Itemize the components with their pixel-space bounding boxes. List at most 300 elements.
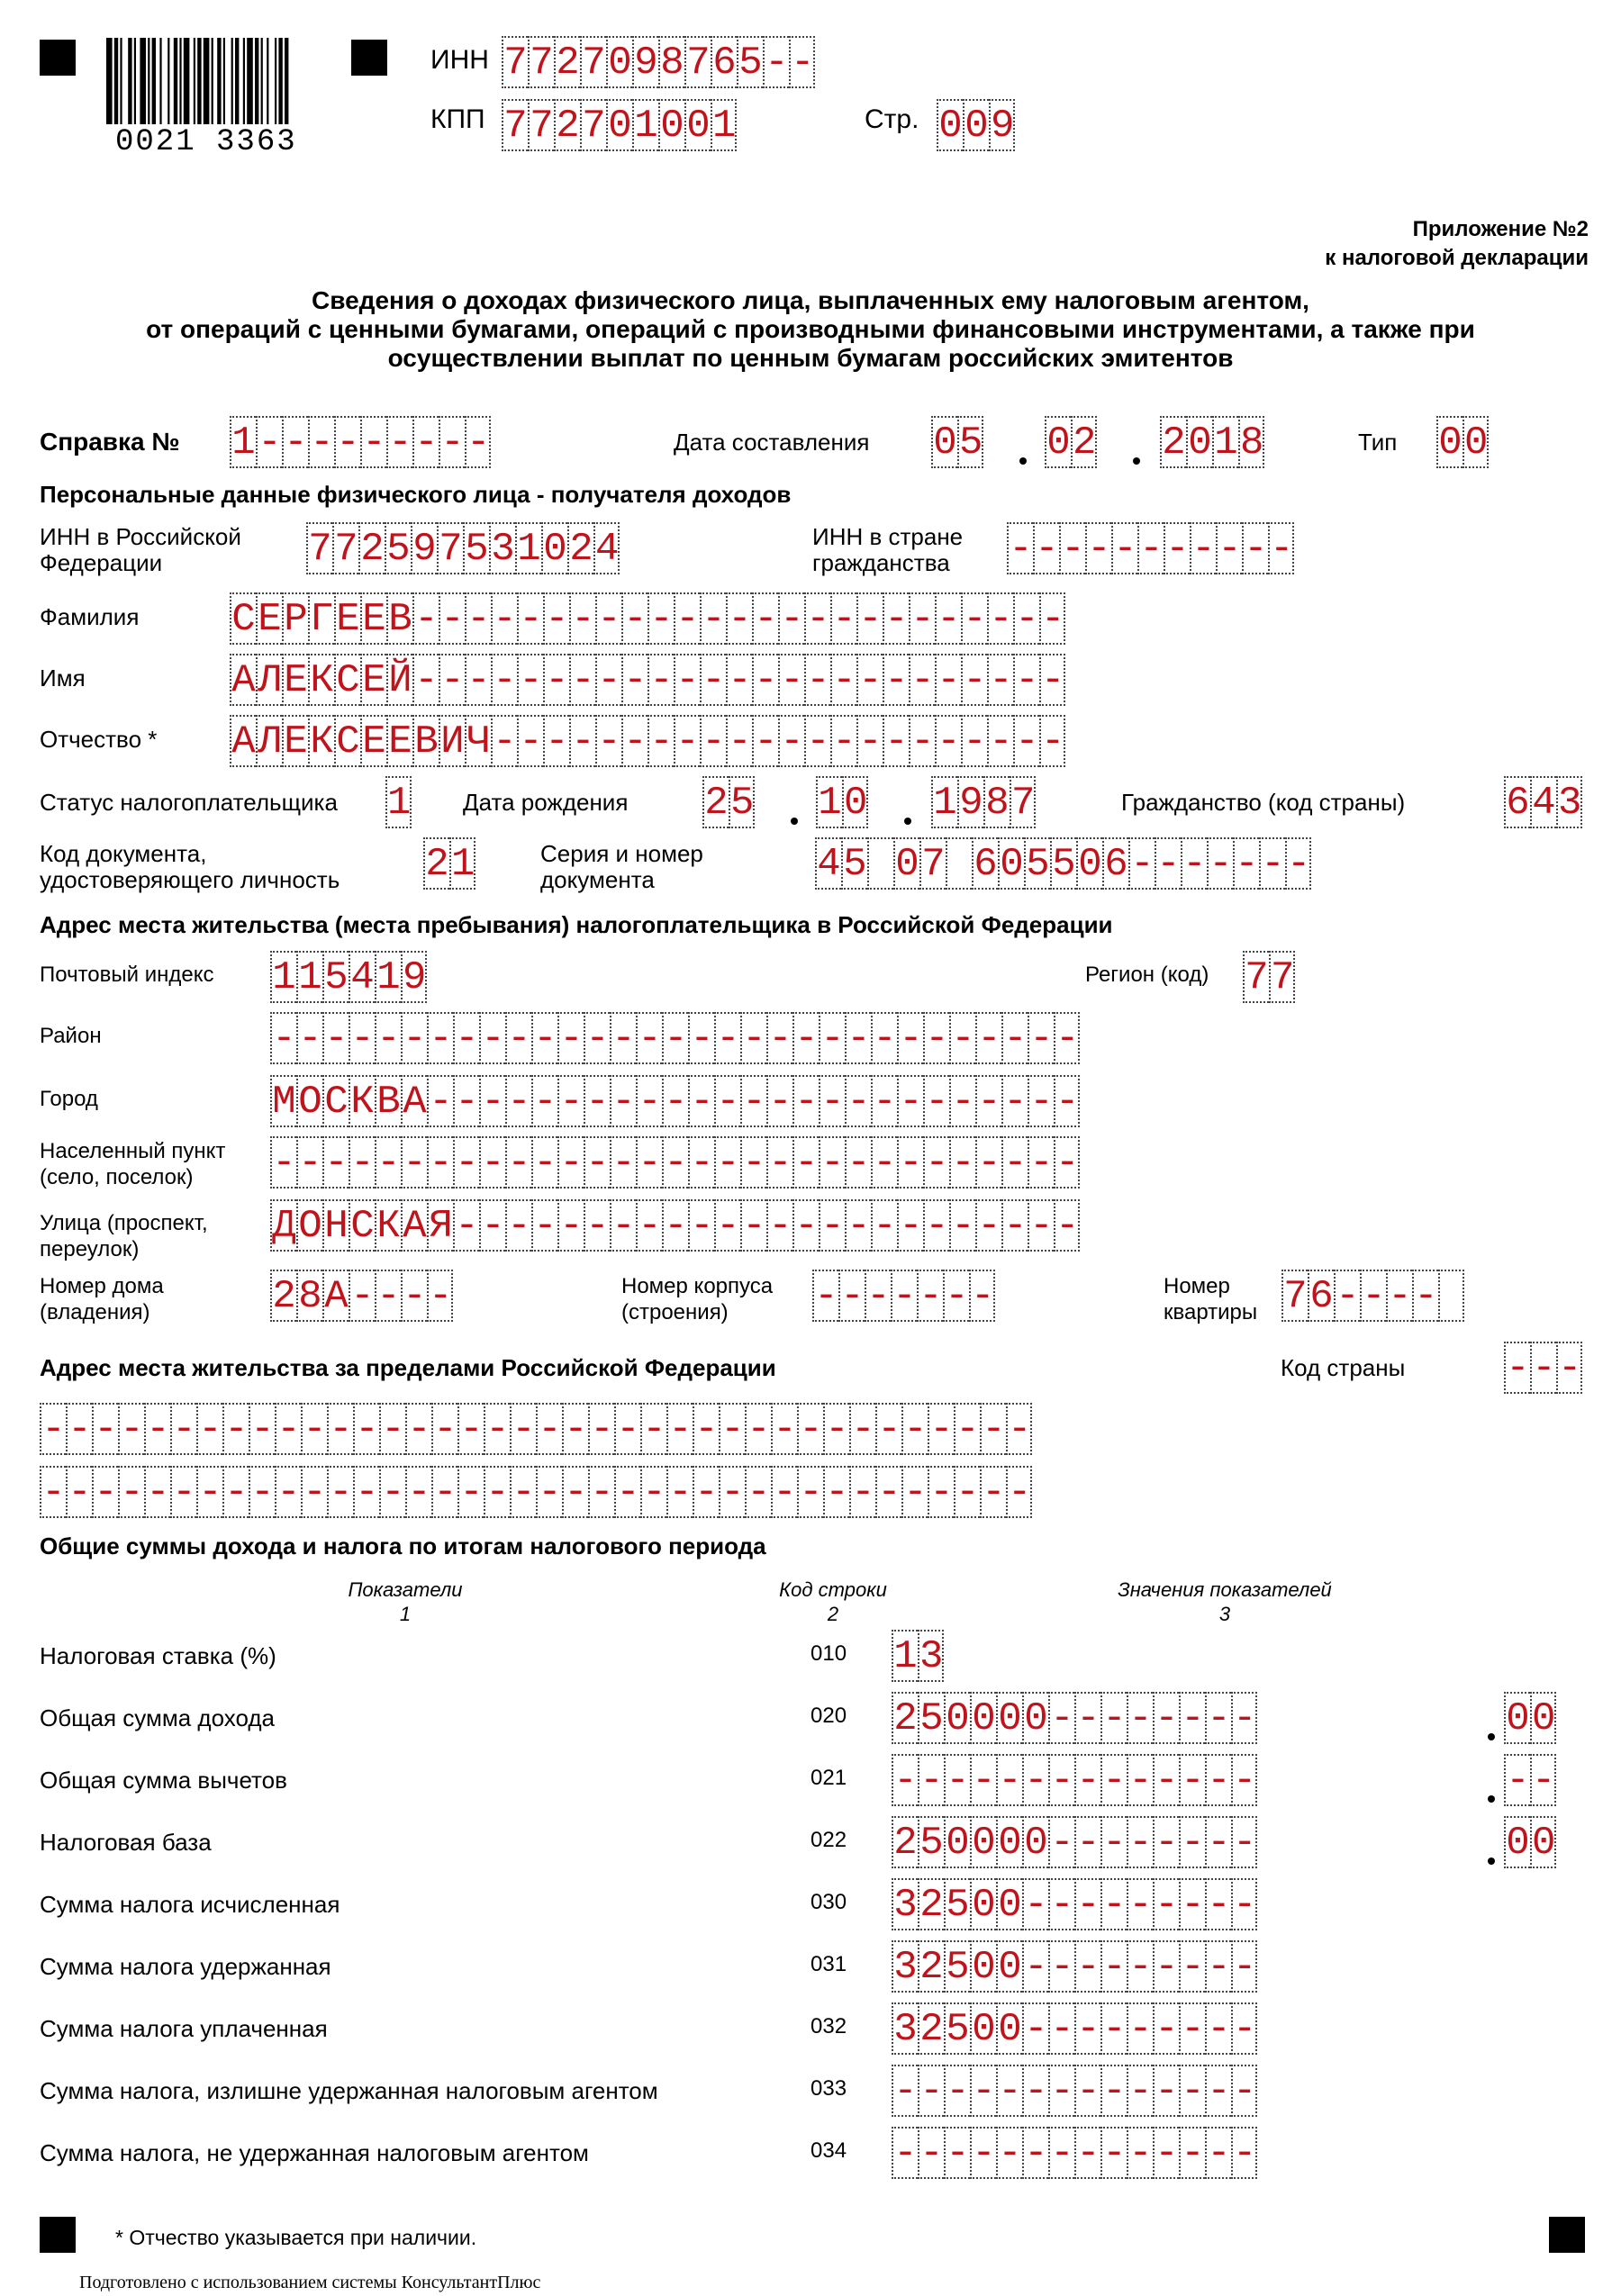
char-cell: - bbox=[823, 1403, 849, 1455]
char-cell: - bbox=[375, 1270, 401, 1322]
char-cell: 0 bbox=[1076, 837, 1102, 890]
char-cell: - bbox=[1022, 2127, 1048, 2179]
char-cell: - bbox=[1242, 522, 1268, 574]
column-header-indicators: Показатели 1 bbox=[348, 1578, 463, 1625]
char-cell: 5 bbox=[463, 522, 489, 574]
char-cell: - bbox=[349, 1012, 375, 1064]
char-cell: 0 bbox=[970, 1940, 996, 1993]
char-cell: - bbox=[349, 1270, 375, 1322]
char-cell: Я bbox=[427, 1199, 453, 1252]
char-cell: 0 bbox=[1022, 1692, 1048, 1744]
totals-row-kopecks bbox=[1504, 1692, 1556, 1744]
char-cell: А bbox=[230, 715, 256, 767]
char-cell: - bbox=[875, 1403, 901, 1455]
char-cell: А bbox=[401, 1199, 427, 1252]
char-cell: 7 bbox=[528, 99, 554, 151]
char-cell: 0 bbox=[996, 1692, 1022, 1744]
char-cell: 0 bbox=[996, 1878, 1022, 1930]
char-cell: - bbox=[745, 1403, 771, 1455]
char-cell: 0 bbox=[1045, 416, 1071, 468]
char-cell: - bbox=[543, 592, 569, 645]
address-foreign-heading: Адрес места жительства за пределами Российской Федерации bbox=[40, 1354, 776, 1381]
char-cell: - bbox=[557, 1012, 584, 1064]
date-separator bbox=[904, 818, 911, 825]
char-cell: 5 bbox=[1024, 837, 1050, 890]
char-cell: - bbox=[479, 1012, 505, 1064]
char-cell: - bbox=[1231, 1816, 1257, 1868]
char-cell: - bbox=[636, 1012, 662, 1064]
char-cell: - bbox=[531, 1136, 557, 1189]
doc-code-cells bbox=[423, 837, 475, 890]
char-cell: - bbox=[360, 416, 386, 468]
name-label: Имя bbox=[40, 664, 86, 692]
char-cell: - bbox=[789, 36, 815, 88]
char-cell: 0 bbox=[606, 36, 632, 88]
char-cell: С bbox=[334, 715, 360, 767]
foreign-address-line2 bbox=[40, 1466, 1032, 1518]
surname-label: Фамилия bbox=[40, 603, 140, 630]
date-compiled-year bbox=[1160, 416, 1264, 468]
char-cell: - bbox=[531, 1075, 557, 1127]
char-cell: - bbox=[935, 715, 961, 767]
citizenship-label: Гражданство (код страны) bbox=[1121, 789, 1406, 816]
char-cell: - bbox=[1085, 522, 1111, 574]
char-cell: - bbox=[1074, 1878, 1100, 1930]
char-cell: - bbox=[892, 2127, 918, 2179]
char-cell: 2 bbox=[918, 1940, 944, 1993]
char-cell: - bbox=[1181, 837, 1207, 890]
char-cell: - bbox=[871, 1012, 897, 1064]
char-cell: - bbox=[1216, 522, 1242, 574]
char-cell: - bbox=[301, 1403, 327, 1455]
char-cell: 5 bbox=[841, 837, 867, 890]
char-cell: - bbox=[1207, 837, 1233, 890]
inn-cells bbox=[502, 36, 815, 88]
char-cell: Е bbox=[334, 592, 360, 645]
column-header-line-code: Код строки 2 bbox=[779, 1578, 887, 1625]
char-cell: - bbox=[614, 1403, 640, 1455]
char-cell: 5 bbox=[944, 1940, 970, 1993]
char-cell: - bbox=[1153, 1816, 1179, 1868]
char-cell: - bbox=[1153, 1692, 1179, 1744]
char-cell: - bbox=[792, 1199, 819, 1252]
form-title-line1: Сведения о доходах физического лица, выплаченных ему налоговым агентом, bbox=[312, 286, 1309, 314]
char-cell: 0 bbox=[996, 1816, 1022, 1868]
char-cell: - bbox=[1022, 1940, 1048, 1993]
char-cell: 0 bbox=[970, 1692, 996, 1744]
date-separator bbox=[1019, 457, 1027, 465]
char-cell: - bbox=[961, 654, 987, 706]
char-cell: - bbox=[1205, 1692, 1231, 1744]
char-cell: 2 bbox=[567, 522, 593, 574]
corner-marker-bottom-left bbox=[40, 2217, 76, 2253]
char-cell: - bbox=[412, 416, 439, 468]
char-cell: - bbox=[427, 1012, 453, 1064]
birth-day bbox=[702, 776, 755, 828]
char-cell: - bbox=[543, 715, 569, 767]
char-cell: - bbox=[379, 1466, 405, 1518]
building-label: Номер корпуса (строения) bbox=[621, 1274, 774, 1324]
char-cell: - bbox=[949, 1199, 975, 1252]
char-cell bbox=[1438, 1270, 1464, 1322]
locality-label: Населенный пункт (село, поселок) bbox=[40, 1139, 226, 1189]
house-cells bbox=[270, 1270, 453, 1322]
char-cell: - bbox=[270, 1012, 296, 1064]
char-cell: - bbox=[1007, 522, 1033, 574]
char-cell: - bbox=[871, 1075, 897, 1127]
char-cell: - bbox=[918, 2065, 944, 2117]
char-cell: 0 bbox=[996, 2002, 1022, 2055]
char-cell: - bbox=[1268, 522, 1294, 574]
char-cell: В bbox=[412, 715, 439, 767]
char-cell: В bbox=[375, 1075, 401, 1127]
city-label: Город bbox=[40, 1087, 98, 1111]
date-separator bbox=[791, 818, 798, 825]
char-cell: - bbox=[1013, 592, 1039, 645]
char-cell: - bbox=[1360, 1270, 1386, 1322]
char-cell: - bbox=[1285, 837, 1311, 890]
char-cell: - bbox=[1205, 1816, 1231, 1868]
char-cell: 0 bbox=[1436, 416, 1463, 468]
char-cell: 0 bbox=[931, 416, 957, 468]
totals-row-kopecks bbox=[1504, 1816, 1556, 1868]
char-cell: - bbox=[1231, 1940, 1257, 1993]
char-cell: 7 bbox=[502, 99, 528, 151]
char-cell: А bbox=[401, 1075, 427, 1127]
char-cell: - bbox=[1028, 1199, 1054, 1252]
char-cell: - bbox=[92, 1403, 118, 1455]
char-cell: - bbox=[700, 715, 726, 767]
char-cell: 4 bbox=[1530, 776, 1556, 828]
char-cell: - bbox=[412, 654, 439, 706]
char-cell: - bbox=[752, 592, 778, 645]
char-cell: - bbox=[66, 1466, 92, 1518]
char-cell: - bbox=[1153, 2065, 1179, 2117]
locality-cells bbox=[270, 1136, 1080, 1189]
totals-row-value bbox=[892, 2065, 1257, 2117]
char-cell: - bbox=[1259, 837, 1285, 890]
country-code-label: Код страны bbox=[1281, 1354, 1406, 1381]
char-cell: 1 bbox=[816, 776, 842, 828]
char-cell: 5 bbox=[385, 522, 411, 574]
char-cell: К bbox=[375, 1199, 401, 1252]
char-cell: - bbox=[1233, 837, 1259, 890]
char-cell: - bbox=[1033, 522, 1059, 574]
char-cell: - bbox=[465, 592, 491, 645]
char-cell: - bbox=[118, 1403, 144, 1455]
char-cell: - bbox=[970, 2127, 996, 2179]
char-cell: - bbox=[349, 1136, 375, 1189]
char-cell: 3 bbox=[892, 1940, 918, 1993]
char-cell: 0 bbox=[684, 99, 711, 151]
char-cell: 2 bbox=[892, 1692, 918, 1744]
char-cell: 7 bbox=[919, 837, 946, 890]
char-cell: - bbox=[666, 1466, 693, 1518]
char-cell: - bbox=[40, 1403, 66, 1455]
char-cell: - bbox=[980, 1466, 1006, 1518]
char-cell: - bbox=[491, 654, 517, 706]
char-cell: - bbox=[662, 1075, 688, 1127]
date-compiled-day bbox=[931, 416, 983, 468]
char-cell: - bbox=[453, 1075, 479, 1127]
char-cell: 8 bbox=[983, 776, 1010, 828]
appendix-line1: Приложение №2 bbox=[1412, 217, 1589, 241]
char-cell: - bbox=[970, 2065, 996, 2117]
char-cell: 9 bbox=[957, 776, 983, 828]
char-cell: - bbox=[897, 1075, 923, 1127]
char-cell: 0 bbox=[944, 1816, 970, 1868]
char-cell: - bbox=[752, 654, 778, 706]
char-cell: - bbox=[1153, 1878, 1179, 1930]
char-cell: - bbox=[726, 654, 752, 706]
char-cell: - bbox=[1127, 1816, 1153, 1868]
char-cell: - bbox=[766, 1075, 792, 1127]
char-cell: К bbox=[308, 715, 334, 767]
char-cell: - bbox=[845, 1136, 871, 1189]
char-cell: - bbox=[1039, 654, 1065, 706]
char-cell: 1 bbox=[449, 837, 475, 890]
char-cell: - bbox=[1022, 1754, 1048, 1806]
char-cell: 8 bbox=[296, 1270, 322, 1322]
char-cell: - bbox=[745, 1466, 771, 1518]
char-cell: 6 bbox=[1308, 1270, 1334, 1322]
char-cell: - bbox=[1100, 2127, 1127, 2179]
char-cell: - bbox=[1128, 837, 1155, 890]
char-cell: 0 bbox=[606, 99, 632, 151]
char-cell: - bbox=[453, 1012, 479, 1064]
char-cell: 1 bbox=[375, 951, 401, 1003]
inn-ru-label: ИНН в Российской Федерации bbox=[40, 523, 241, 576]
char-cell: - bbox=[479, 1136, 505, 1189]
totals-row-code: 034 bbox=[810, 2138, 847, 2163]
char-cell: - bbox=[401, 1136, 427, 1189]
char-cell: 0 bbox=[998, 837, 1024, 890]
char-cell: - bbox=[944, 2065, 970, 2117]
char-cell: - bbox=[804, 715, 830, 767]
char-cell: - bbox=[308, 416, 334, 468]
doc-number-label: Серия и номер документа bbox=[540, 840, 703, 893]
char-cell: 8 bbox=[1238, 416, 1264, 468]
char-cell: - bbox=[1001, 1012, 1028, 1064]
char-cell: А bbox=[230, 654, 256, 706]
birth-month bbox=[816, 776, 868, 828]
char-cell: 0 bbox=[963, 99, 989, 151]
char-cell: Й bbox=[386, 654, 412, 706]
char-cell: - bbox=[740, 1136, 766, 1189]
char-cell: - bbox=[918, 2127, 944, 2179]
certificate-label: Справка № bbox=[40, 428, 180, 456]
char-cell: - bbox=[562, 1403, 588, 1455]
char-cell: 2 bbox=[892, 1816, 918, 1868]
char-cell: - bbox=[584, 1199, 610, 1252]
char-cell: - bbox=[543, 654, 569, 706]
char-cell: - bbox=[517, 654, 543, 706]
char-cell: - bbox=[569, 654, 595, 706]
char-cell: - bbox=[944, 1754, 970, 1806]
totals-row-value bbox=[892, 1878, 1257, 1930]
char-cell: - bbox=[797, 1403, 823, 1455]
char-cell: - bbox=[1074, 1754, 1100, 1806]
char-cell: - bbox=[1074, 1940, 1100, 1993]
char-cell: - bbox=[505, 1075, 531, 1127]
char-cell: - bbox=[1127, 1878, 1153, 1930]
char-cell: - bbox=[491, 715, 517, 767]
char-cell: 1 bbox=[711, 99, 737, 151]
char-cell: - bbox=[249, 1466, 275, 1518]
char-cell: Е bbox=[282, 654, 308, 706]
char-cell: - bbox=[1153, 2002, 1179, 2055]
char-cell: - bbox=[1155, 837, 1181, 890]
char-cell: - bbox=[491, 592, 517, 645]
char-cell: - bbox=[640, 1403, 666, 1455]
totals-row-label: Сумма налога удержанная bbox=[40, 1953, 331, 1980]
char-cell: - bbox=[943, 1270, 969, 1322]
char-cell: - bbox=[557, 1075, 584, 1127]
kpp-label: КПП bbox=[430, 104, 485, 134]
totals-row-code: 031 bbox=[810, 1952, 847, 1976]
totals-row-value bbox=[892, 2127, 1257, 2179]
char-cell: - bbox=[1179, 1816, 1205, 1868]
citizenship-cells bbox=[1504, 776, 1582, 828]
totals-row-value bbox=[892, 1816, 1257, 1868]
char-cell: - bbox=[640, 1466, 666, 1518]
personal-heading: Персональные данные физического лица - получателя доходов bbox=[40, 481, 792, 508]
char-cell: - bbox=[1059, 522, 1085, 574]
char-cell: - bbox=[987, 592, 1013, 645]
char-cell: - bbox=[892, 1754, 918, 1806]
char-cell: - bbox=[375, 1136, 401, 1189]
flat-label: Номер квартиры bbox=[1164, 1274, 1258, 1324]
char-cell: - bbox=[897, 1012, 923, 1064]
char-cell: - bbox=[819, 1136, 845, 1189]
char-cell: - bbox=[1530, 1754, 1556, 1806]
char-cell: - bbox=[439, 416, 465, 468]
char-cell: - bbox=[453, 1199, 479, 1252]
totals-row-value bbox=[892, 1630, 944, 1682]
char-cell: - bbox=[196, 1466, 222, 1518]
char-cell: - bbox=[401, 1270, 427, 1322]
char-cell: К bbox=[349, 1075, 375, 1127]
postcode-cells bbox=[270, 951, 427, 1003]
birth-label: Дата рождения bbox=[463, 789, 629, 816]
char-cell: - bbox=[1231, 2065, 1257, 2117]
char-cell: - bbox=[1164, 522, 1190, 574]
char-cell: - bbox=[883, 592, 909, 645]
char-cell: - bbox=[517, 715, 543, 767]
char-cell: - bbox=[375, 1012, 401, 1064]
char-cell: И bbox=[439, 715, 465, 767]
footnote: * Отчество указывается при наличии. bbox=[115, 2226, 477, 2249]
char-cell bbox=[946, 837, 972, 890]
char-cell: - bbox=[688, 1012, 714, 1064]
char-cell: - bbox=[1022, 2065, 1048, 2117]
char-cell: - bbox=[763, 36, 789, 88]
char-cell: - bbox=[1048, 1754, 1074, 1806]
char-cell: 7 bbox=[332, 522, 358, 574]
char-cell: - bbox=[1006, 1403, 1032, 1455]
char-cell: - bbox=[1504, 1754, 1530, 1806]
char-cell: - bbox=[296, 1012, 322, 1064]
form-title-line2: от операций с ценными бумагами, операций с производными финансовыми инструментами, а также при bbox=[146, 315, 1475, 343]
char-cell: Е bbox=[256, 592, 282, 645]
char-cell: - bbox=[379, 1403, 405, 1455]
char-cell: - bbox=[484, 1466, 510, 1518]
char-cell: - bbox=[1054, 1075, 1080, 1127]
char-cell: - bbox=[327, 1403, 353, 1455]
city-cells bbox=[270, 1075, 1080, 1127]
char-cell: - bbox=[1127, 1754, 1153, 1806]
char-cell: - bbox=[595, 715, 621, 767]
char-cell: - bbox=[766, 1199, 792, 1252]
char-cell: 2 bbox=[918, 1878, 944, 1930]
char-cell: - bbox=[892, 2065, 918, 2117]
char-cell: - bbox=[1022, 2002, 1048, 2055]
char-cell: - bbox=[949, 1075, 975, 1127]
char-cell: - bbox=[505, 1199, 531, 1252]
char-cell: Е bbox=[360, 592, 386, 645]
char-cell: Л bbox=[256, 654, 282, 706]
char-cell: - bbox=[222, 1403, 249, 1455]
char-cell: - bbox=[427, 1270, 453, 1322]
char-cell: - bbox=[557, 1136, 584, 1189]
char-cell: - bbox=[1001, 1199, 1028, 1252]
totals-row-value bbox=[892, 2002, 1257, 2055]
char-cell: - bbox=[562, 1466, 588, 1518]
totals-row-code: 020 bbox=[810, 1704, 847, 1728]
char-cell: С bbox=[322, 1075, 349, 1127]
char-cell: 0 bbox=[970, 2002, 996, 2055]
char-cell: - bbox=[909, 592, 935, 645]
char-cell: О bbox=[296, 1075, 322, 1127]
char-cell: С bbox=[349, 1199, 375, 1252]
char-cell: - bbox=[322, 1012, 349, 1064]
char-cell: - bbox=[871, 1136, 897, 1189]
totals-row-label: Налоговая база bbox=[40, 1829, 212, 1856]
char-cell: - bbox=[1231, 1878, 1257, 1930]
char-cell: - bbox=[1074, 1692, 1100, 1744]
char-cell: - bbox=[1100, 1692, 1127, 1744]
house-label: Номер дома (владения) bbox=[40, 1274, 164, 1324]
char-cell: - bbox=[845, 1075, 871, 1127]
char-cell: - bbox=[1205, 2127, 1231, 2179]
char-cell: - bbox=[969, 1270, 995, 1322]
char-cell: - bbox=[275, 1466, 301, 1518]
char-cell: - bbox=[778, 592, 804, 645]
char-cell: - bbox=[1100, 2065, 1127, 2117]
region-cells bbox=[1243, 951, 1295, 1003]
char-cell: - bbox=[439, 592, 465, 645]
char-cell: - bbox=[917, 1270, 943, 1322]
char-cell: 0 bbox=[996, 1940, 1022, 1993]
char-cell: - bbox=[970, 1754, 996, 1806]
char-cell: - bbox=[975, 1075, 1001, 1127]
corner-marker-bottom-right bbox=[1549, 2217, 1585, 2253]
char-cell: - bbox=[1074, 1816, 1100, 1868]
char-cell: - bbox=[536, 1403, 562, 1455]
char-cell: - bbox=[918, 1754, 944, 1806]
char-cell: - bbox=[856, 715, 883, 767]
char-cell: - bbox=[588, 1466, 614, 1518]
char-cell: - bbox=[431, 1403, 457, 1455]
char-cell: - bbox=[766, 1136, 792, 1189]
char-cell: - bbox=[1205, 2002, 1231, 2055]
char-cell: С bbox=[334, 654, 360, 706]
char-cell: - bbox=[700, 592, 726, 645]
char-cell: - bbox=[1179, 1878, 1205, 1930]
char-cell: - bbox=[1039, 715, 1065, 767]
char-cell: 7 bbox=[1269, 951, 1295, 1003]
char-cell: 2 bbox=[270, 1270, 296, 1322]
